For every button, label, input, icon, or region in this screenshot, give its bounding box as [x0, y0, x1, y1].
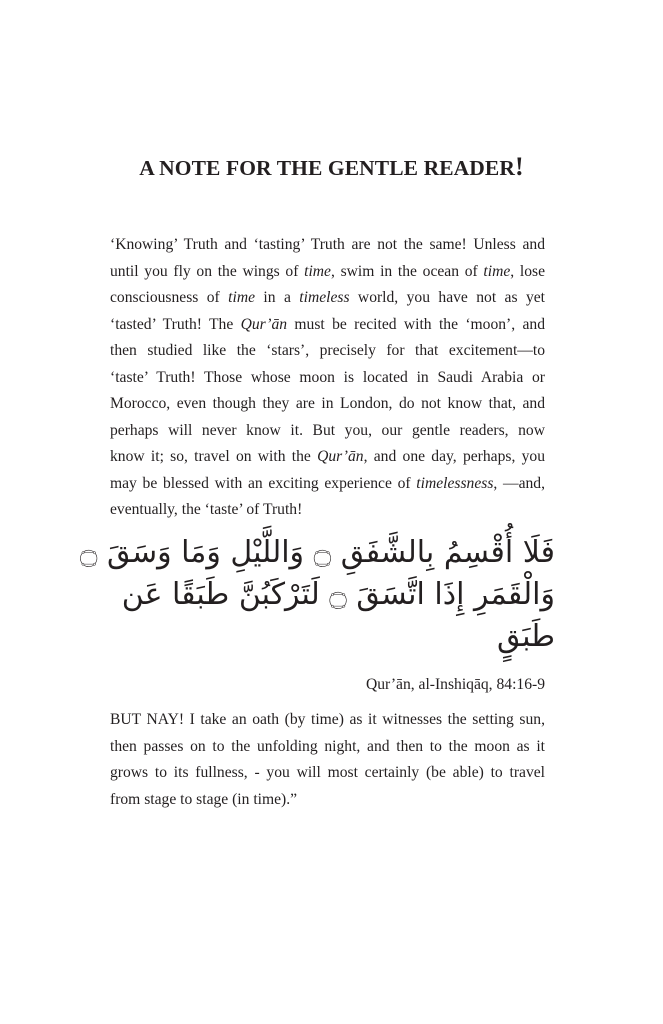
intro-line-6: ‘taste’ Truth! Those whose moon is located in Saudi Arabia or	[110, 368, 545, 386]
translation-line-2: then passes on to the unfolding night, and then to the moon as it	[110, 737, 545, 755]
intro-line-2: until you fly on the wings of time, swim in the ocean of time, lose	[110, 262, 546, 280]
translation-line-4: from stage to stage (in time).”	[110, 790, 298, 808]
page-heading	[0, 152, 663, 182]
quran-verse	[79, 532, 555, 658]
intro-line-8: perhaps will never know it. But you, our gentle readers, now	[110, 421, 545, 439]
intro-line-1: ‘Knowing’ Truth and ‘tasting’ Truth are not the same! Unless and	[110, 236, 545, 253]
intro-paragraph	[110, 232, 545, 524]
verse-line-1: فَلَا أُقْسِمُ بِالشَّفَقِ ۝ وَاللَّيْلِ وَمَا وَسَقَ ۝	[79, 535, 555, 570]
intro-line-5: then studied like the ‘stars’, precisely for that excitement—to	[110, 342, 545, 359]
translation-line-1: BUT NAY! I take an oath (by time) as it witnesses the setting sun,	[110, 711, 545, 728]
intro-line-7: Morocco, even though they are in London, do not know that, and	[110, 395, 545, 412]
translation-paragraph	[110, 707, 545, 813]
intro-line-4: ‘tasted’ Truth! The Qur’ān must be recited with the ‘moon’, and	[110, 315, 545, 333]
translation-line-3: grows to its fullness, - you will most certainly (be able) to travel	[110, 764, 545, 781]
verse-line-3: طَبَقٍ	[497, 619, 555, 654]
heading-exclamation: !	[514, 152, 524, 181]
intro-line-9: know it; so, travel on with the Qur’ān, and one day, perhaps, you	[110, 448, 545, 465]
verse-line-2: وَالْقَمَرِ إِذَا اتَّسَقَ ۝ لَتَرْكَبُنَّ طَبَقًا عَن	[121, 577, 555, 612]
verse-citation: Qur’ān, al-Inshiqāq, 84:16-9	[366, 676, 545, 693]
intro-line-3: consciousness of time in a timeless world, you have not as yet	[110, 289, 546, 306]
intro-line-11: eventually, the ‘taste’ of Truth!	[110, 501, 303, 518]
intro-line-10: may be blessed with an exciting experience of timelessness, —and,	[110, 474, 546, 492]
heading-text: A NOTE FOR THE GENTLE READER	[139, 156, 515, 180]
